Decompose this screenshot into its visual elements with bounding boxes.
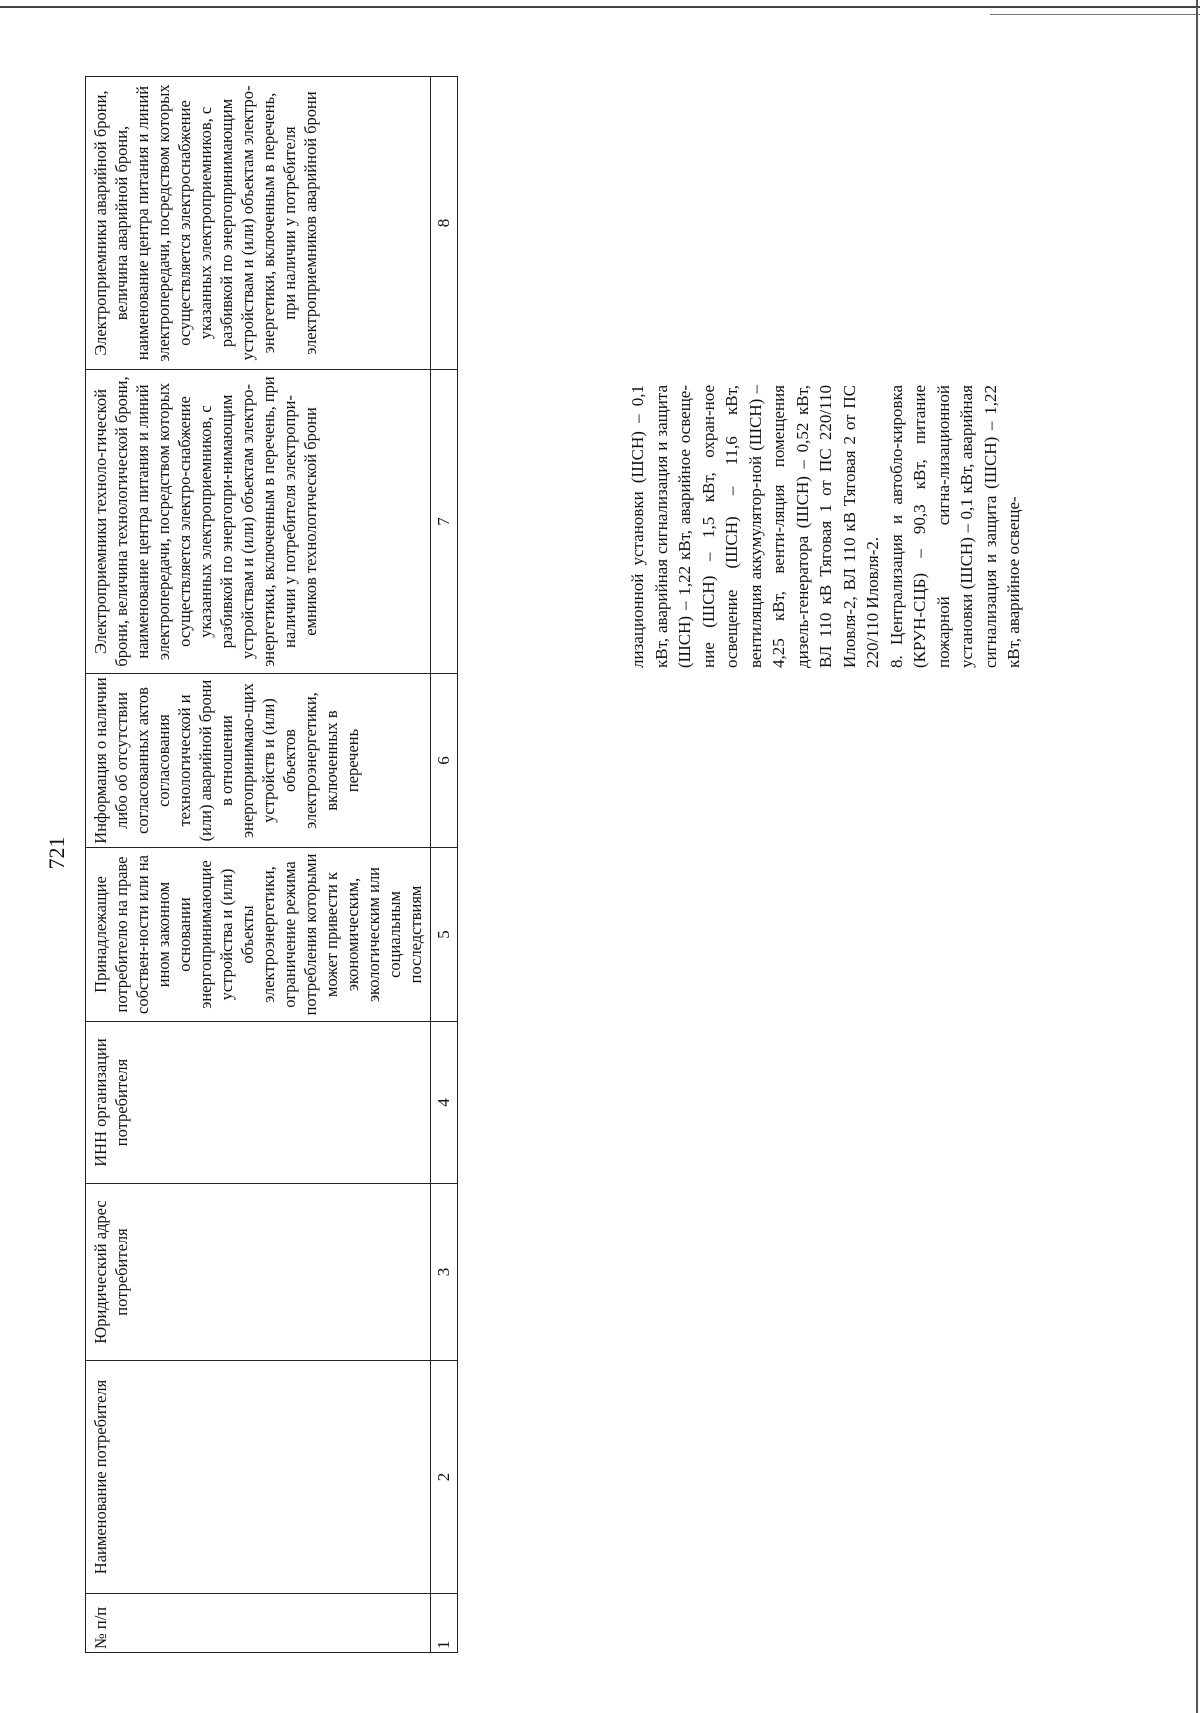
column-number: 3 [431, 1184, 458, 1361]
header-cell: № п/п [86, 1594, 431, 1653]
column-number-row [431, 77, 458, 1653]
header-cell: Наименование потребителя [86, 1361, 431, 1594]
consumer-table [85, 76, 458, 1653]
header-cell: Принадлежащие потребителю на праве собствен-ности или на ином законном основании энергопринимающие устройства и (или) объекты электроэнергетики, ограничение режима потребления которыми может привести к экономическим, экологическим или социальным последствиям [86, 848, 431, 1022]
column-number: 8 [431, 77, 458, 370]
header-cell: Информация о наличии либо об отсутствии согласованных актов согласования технологической и (или) аварийной брони в отношении энергопринимаю-щих устройств и (или) объектов электроэнергетики, включенных в перечень [86, 674, 431, 848]
header-cell: Электроприемники аварийной брони, величина аварийной брони, наименование центра питания и линий электропередачи, посредством которых осуществляется электроснабжение указанных электроприемников, с разбивкой по энергопринимающим устройствам и (или) объектам электро-энергетики, включенным в перечень, при наличии у потребителя электроприемников аварийной брони [86, 77, 431, 370]
column-number: 7 [431, 370, 458, 674]
header-cell: Юридический адрес потребителя [86, 1184, 431, 1361]
page-number: 721 [44, 836, 69, 870]
continuation-text [626, 385, 1026, 668]
header-cell: ИНН организации потребителя [86, 1022, 431, 1184]
column-number: 6 [431, 674, 458, 848]
column-number: 2 [431, 1361, 458, 1594]
paragraph: 8. Централизация и автобло-кировка (КРУН-СЦБ) – 90,3 кВт, питание пожарной сигна-лизационной установки (ШСН) – 0,1 кВт, аварийная сигнализация и защита (ШСН) – 1,22 кВт, аварийное освеще- [886, 385, 1023, 668]
column-number: 4 [431, 1022, 458, 1184]
column-number: 5 [431, 848, 458, 1022]
column-number: 1 [431, 1594, 458, 1653]
paragraph: лизационной установки (ШСН) – 0,1 кВт, аварийная сигнализация и защита (ШСН) – 1,22 кВт, аварийное освеще-ние (ШСН) – 1,5 кВт, охран-ное освещение (ШСН) – 11,6 кВт, вентиляция аккумулятор-ной (ШСН) – 4,25 кВт, венти-ляция помещения дизель-генератора (ШСН) – 0,52 кВт, ВЛ 110 кВ Тяговая 1 от ПС 220/110 Иловля-2, ВЛ 110 кВ Тяговая 2 от ПС 220/110 Иловля-2. [628, 385, 882, 668]
header-cell: Электроприемники техноло-гической брони, величина технологической брони, наименование центра питания и линий электропередачи, посредством которых осуществляется электро-снабжение указанных электроприемников, с разбивкой по энергопри-нимающим устройствам и (или) объектам электро-энергетики, включенным в перечень, при наличии у потребителя электропри-емников технологической брони [86, 370, 431, 674]
table-header-row [86, 77, 431, 1653]
